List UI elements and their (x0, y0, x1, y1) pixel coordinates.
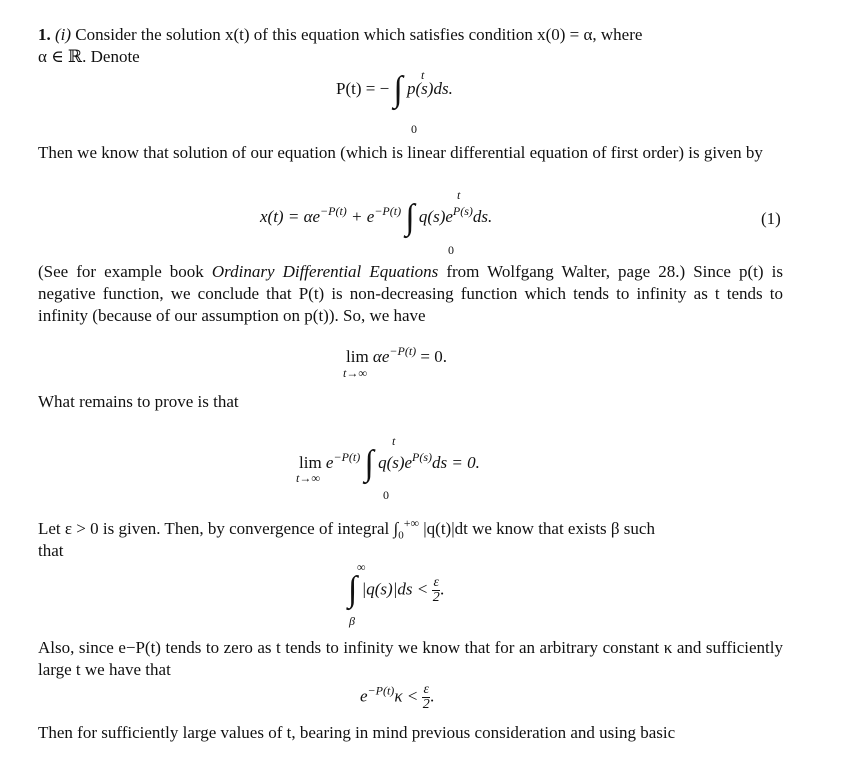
fraction-eps-over-2 (422, 683, 430, 712)
paragraph-1-line2: α ∈ ℝ. Denote (38, 47, 140, 66)
equation-x-upper-limit: t (457, 188, 461, 202)
equation-tail-upper-limit: ∞ (357, 560, 366, 574)
paragraph-5-line2: that (38, 541, 64, 560)
paragraph-3-after: from Wolfgang Walter, page 28.) Since p(t) is negative function, we conclude that P(t) is non-decreasing function which tends to infinity as t tends to infinity (because of our assumption on p(t)). So, we have (38, 262, 783, 325)
fraction-denominator: 2 (422, 697, 430, 712)
equation-tail (348, 570, 445, 610)
paragraph-1 (38, 24, 783, 68)
equation-P-lower-limit: 0 (411, 122, 417, 136)
paragraph-5-line1: Let ε > 0 is given. Then, by convergence of integral ∫ (38, 519, 399, 538)
equation-limit-1-rhs: = 0. (416, 347, 447, 366)
paragraph-5-int-sup: +∞ (403, 516, 420, 530)
equation-limit-1-body: αe (372, 347, 390, 366)
integral-sign: ∫ (405, 198, 415, 237)
equation-x (260, 198, 493, 237)
equation-tail-integrand: |q(s)|ds < (361, 579, 429, 599)
lim-word: lim (346, 347, 369, 366)
paragraph-5-int-sub: 0 (398, 529, 404, 542)
item-part: (i) (55, 25, 72, 44)
fraction-numerator: ε (423, 682, 429, 697)
equation-x-plus: + e (346, 207, 375, 226)
paragraph-1-text: Consider the solution x(t) of this equation which satisfies condition x(0) = α, where (75, 25, 643, 44)
paragraph-3-before: (See for example book (38, 262, 212, 281)
equation-limit-2-exp1: −P(t) (333, 450, 361, 464)
equation-P-upper-limit: t (421, 68, 425, 82)
equation-limit-2-lower-limit: 0 (383, 488, 389, 502)
equation-limit-2-rhs: ds = 0. (432, 453, 480, 472)
equation-limit-2-sub: t→∞ (296, 471, 320, 485)
fraction-eps-over-2 (432, 576, 440, 605)
integral-sign: ∫ (348, 570, 358, 610)
equation-x-exp2: −P(t) (374, 204, 402, 218)
equation-kappa-end: . (429, 686, 435, 706)
equation-limit-2-pre: e (325, 453, 334, 472)
integral-sign: ∫ (364, 444, 374, 483)
equation-x-lower-limit: 0 (448, 243, 454, 257)
item-number: 1. (38, 25, 51, 44)
equation-limit-2-integrand: q(s)e (378, 453, 413, 472)
equation-P (336, 70, 453, 109)
equation-x-exp1: −P(t) (320, 204, 347, 218)
equation-limit-1-sub: t→∞ (343, 366, 367, 380)
equation-limit-1-exp: −P(t) (389, 344, 417, 358)
paragraph-7: Then for sufficiently large values of t, bearing in mind previous consideration and using basic (38, 723, 676, 742)
integral-sign: ∫ (393, 70, 403, 109)
equation-number: (1) (761, 209, 781, 228)
paragraph-3 (38, 261, 783, 327)
equation-x-ds: ds. (472, 207, 493, 226)
fraction-denominator: 2 (432, 590, 440, 605)
equation-kappa-rest: κ < (394, 686, 419, 706)
equation-kappa-exp: −P(t) (367, 683, 395, 698)
equation-limit-2-exp2: P(s) (412, 450, 433, 464)
equation-P-lhs: P(t) = − (336, 79, 390, 98)
equation-kappa (360, 683, 434, 712)
lim-word: lim (299, 453, 322, 472)
paragraph-6: Also, since e−P(t) tends to zero as t tends to infinity we know that for an arbitrary constant κ and sufficiently large t we have that (38, 638, 783, 679)
paragraph-5-line1-rest: |q(t)|dt we know that exists β such (419, 519, 655, 538)
equation-kappa-base: e (360, 686, 368, 706)
paragraph-5 (38, 518, 783, 562)
equation-tail-lower-limit: β (349, 614, 355, 628)
equation-P-integrand: p(s)ds. (407, 79, 453, 98)
equation-limit-2 (299, 444, 480, 483)
equation-x-exp3: P(s) (452, 204, 473, 218)
paragraph-4: What remains to prove is that (38, 392, 239, 411)
equation-limit-2-upper-limit: t (392, 434, 396, 448)
book-title: Ordinary Differential Equations (211, 262, 439, 281)
equation-tail-end: . (439, 579, 445, 599)
fraction-numerator: ε (433, 575, 439, 590)
paragraph-2: Then we know that solution of our equation (which is linear differential equation of first order) is given by (38, 143, 763, 162)
equation-x-integrand: q(s)e (418, 207, 453, 226)
equation-x-lhs: x(t) = αe (260, 207, 321, 226)
